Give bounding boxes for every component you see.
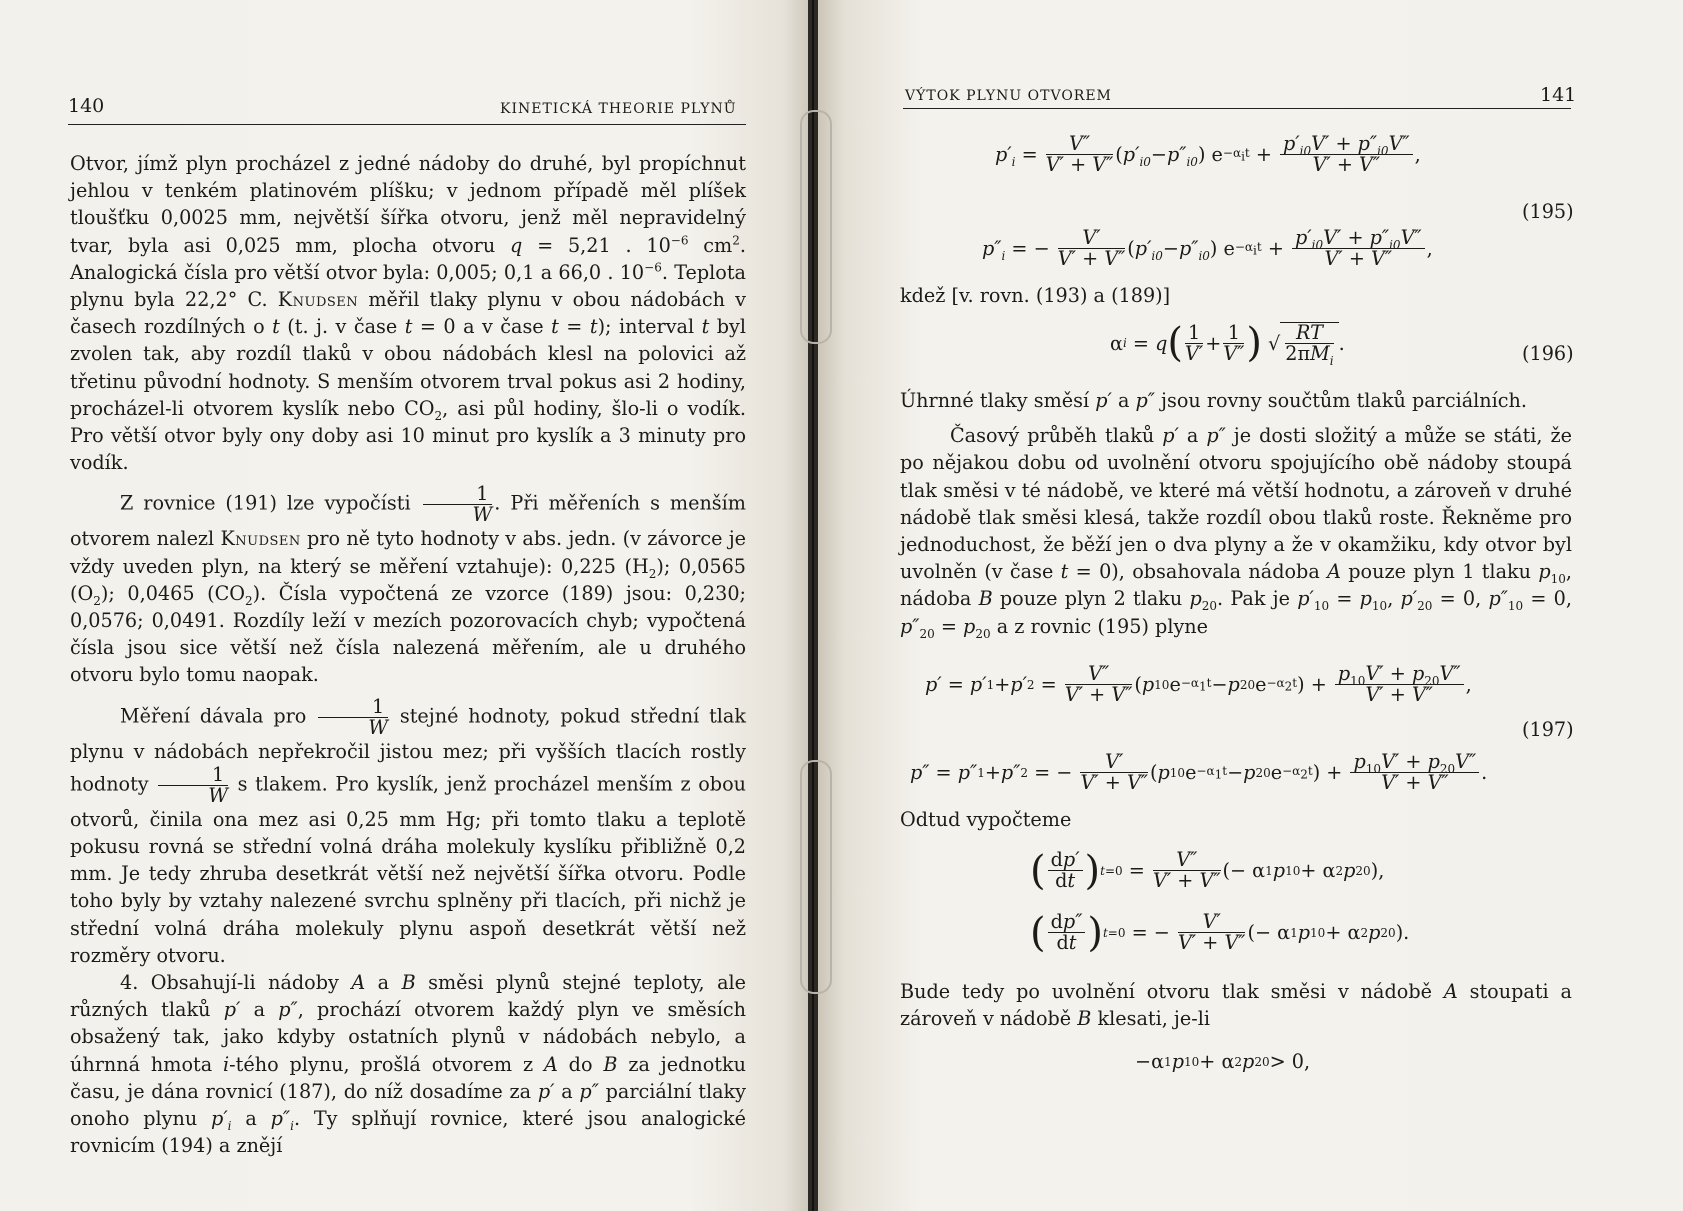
equation-derivative-a: ( $\frac{dp'}{dt}$ ) t=0 = $\frac{V''}{V' + V''}$ (− α 1 p 10 + α 2 p 20 ),: [1030, 847, 1385, 894]
left-head-rule: [68, 124, 746, 125]
right-head-rule: [903, 108, 1571, 109]
left-body-text: [70, 150, 746, 1160]
equation-196-label: (196): [1522, 342, 1574, 365]
right-body-text-1: [900, 387, 1572, 640]
sum-intro: Úhrnné tlaky směsí: [900, 389, 1090, 412]
left-paragraph-4: 4. Obsahují-li nádoby A a B směsi plynů stejné teploty, ale různých tlaků p′ a p″, prochází otvorem každý plyn ve směsích obsažený tak, jako kdyby ostatních plynů v nádobách nebylo, a úhrnná hmota i-tého plynu, prošlá otvorem z A do B za jednotku času, je dána rovnicí (187), do níž dosadíme za p′ a p″ parciální tlaky onoho plynu $p'_i$ a $p''_i$. Ty splňují rovnice, které jsou analogické rovnicím (194) a znějí: [70, 971, 747, 1158]
equation-197-label: (197): [1522, 718, 1574, 741]
left-page-number: 140: [68, 95, 105, 117]
left-paragraph-1: Otvor, jímž plyn procházel z jedné nádoby do druhé, byl propíchnut jehlou v tenkém platinovém plíšku; v jednom případě měl plíšek tloušťku 0,0025 mm, největší šířka otvoru, jenž měl nepravidelný tvar, byla asi 0,025 mm, plocha otvoru q = 5,21 . $10^{-6}$ $cm^2$. Analogická čísla pro větší otvor byla: 0,005; 0,1 a 66,0 . $10^{-6}$. Teplota plynu byla 22,2° C. Knudsen měřil tlaky plynu v obou nádobách v časech rozdílných o t (t. j. v čase t = 0 a v čase t = t); interval t byl zvolen tak, aby rozdíl tlaků v obou nádobách klesl na polovici až třetinu původní hodnoty. S menším otvorem trval pokus asi 2 hodiny, procházel-li otvorem kyslík nebo $CO_2$, asi půl hodiny, šlo-li o vodík. Pro větší otvor byly ony doby asi 10 minut pro kyslík a 3 minuty pro vodík.: [70, 152, 747, 475]
binding-thread-bottom: [800, 760, 832, 994]
right-where-line: [900, 282, 1572, 309]
left-paragraph-2: Z rovnice (191) lze vypočísti $\frac{1}{W}$ . Při měřeních s menším otvorem nalezl Knudsen pro ně tyto hodnoty v abs. jedn. (v závorce je vždy uveden plyn, na který se měření vztahuje): 0,225 $(H_2)$; 0,0565 $(O_2)$; 0,0465 $(CO_2)$. Čísla vypočtená ze vzorce (189) jsou: 0,230; 0,0576; 0,0491. Rozdíly leží v mezích pozorovacích chyb; vypočtená čísla jsou sice větší než čísla nalezená měřením, ale u druhého otvoru bylo tomu naopak.: [70, 482, 747, 687]
binding-thread-top: [800, 110, 832, 344]
right-odtud-line: [900, 806, 1572, 833]
right-paragraph-course: Časový průběh tlaků p′ a p″ je dosti složitý a může se státi, že po nějakou dobu od uvolnění otvoru spojujícího obě nádoby stoupá tlak směsi v té nádobě, ve které má větší hodnotu, a zároveň v druhé nádobě tlak směsi klesá, takže rozdíl obou tlaků roste. Řekněme pro jednoduchost, že běží jen o dva plyny a že v okamžiku, kdy otvor byl uvolněn (v čase t = 0), obsahovala nádoba A pouze plyn 1 tlaku $p_{10}$, nádoba B pouze plyn 2 tlaku $p_{20}$. Pak je $p'_{10} = p_{10}$, $p'_{20} = 0$, $p''_{10} = 0$, $p''_{20} = p_{20}$ a z rovnic (195) plyne: [900, 424, 1573, 641]
equation-195-b: $p''_i$ = − $\frac{V'}{V' + V''}$ ( $p'_{i0}$ − $p''_{i0}$ ) e $-\alpha_it$ + $\frac{p'_{i0}V' + p''_{i0}V''}{V' + V''}$ ,: [982, 226, 1433, 270]
equation-derivative-b: ( $\frac{dp''}{dt}$ ) t=0 = − $\frac{V'}{V' + V''}$ (− α 1 p 10 + α 2 p 20 ).: [1030, 909, 1410, 956]
left-paragraph-3: Měření dávala pro $\frac{1}{W}$ stejné hodnoty, pokud střední tlak plynu v nádobách nepřekročil jistou mez; při vyšších tlacích rostly hodnoty $\frac{1}{W}$ s tlakem. Pro kyslík, jenž procházel menším z obou otvorů, činila ona mez asi 0,25 mm Hg; při tomto tlaku a teplotě pokusu rovná se střední volná dráha molekuly kyslíku přibližně 0,2 mm. Je tedy zhruba desetkrát větší než největší šířka otvoru. Podle toho byly by vztahy nalezené svrchu splněny při tlacích, při nichž je střední volná dráha molekuly plynu aspoň desetkrát větší než rozměry otvoru.: [70, 694, 746, 967]
odtud-text: Odtud vypočteme: [900, 808, 1072, 831]
bude-paragraph: Bude tedy po uvolnění otvoru tlak směsi v nádobě A stoupati a zároveň v nádobě B klesati, je-li: [900, 980, 1572, 1031]
sum-line: Úhrnné tlaky směsí p′ a p″ jsou rovny součtům tlaků parciálních.: [900, 389, 1528, 412]
bude-text-2: v nádobě: [982, 1007, 1072, 1031]
equation-196: α i = q ( $\frac{1}{V'}$ + $\frac{1}{V''}$ ) √ $\frac{RT}{2\pi M_i}$ .: [1110, 320, 1345, 368]
equation-197-b: p″ = p″ 1 + p″ 2 = − $\frac{V'}{V' + V''}$ ( p 10 e $-\alpha_1t$ − p 20 e $-\alpha_2t$ ) + $\frac{p_{10}V' + p_{20}V''}{V' + V''}$ .: [910, 750, 1488, 794]
equation-195-a: $p'_i$ = $\frac{V''}{V' + V''}$ ( $p'_{i0}$ − $p''_{i0}$ ) e $-\alpha_it$ + $\frac{p'_{i0}V' + p''_{i0}V''}{V' + V''}$ ,: [995, 132, 1421, 176]
where-text: kdež [v. rovn. (193) a (189)]: [900, 284, 1171, 307]
equation-inequality: −α 1 p 10 + α 2 p 20 > 0,: [1135, 1050, 1311, 1073]
bude-text-1: Bude tedy po uvolnění otvoru tlak směsi v nádobě: [900, 980, 1432, 1003]
right-body-text-2: [900, 978, 1572, 1032]
equation-197-a: p′ = p′ 1 + p′ 2 = $\frac{V''}{V' + V''}$ ( p 10 e $-\alpha_1t$ − p 20 e $-\alpha_2t$ ) + $\frac{p_{10}V' + p_{20}V''}{V' + V''}$ ,: [925, 662, 1472, 706]
bude-text-3: klesati, je-li: [1097, 1007, 1210, 1031]
right-running-head: VÝTOK PLYNU OTVOREM: [905, 88, 1112, 104]
left-running-head: KINETICKÁ THEORIE PLYNŮ: [500, 101, 737, 117]
equation-195-label: (195): [1522, 200, 1574, 223]
right-page-number: 141: [1540, 84, 1577, 106]
